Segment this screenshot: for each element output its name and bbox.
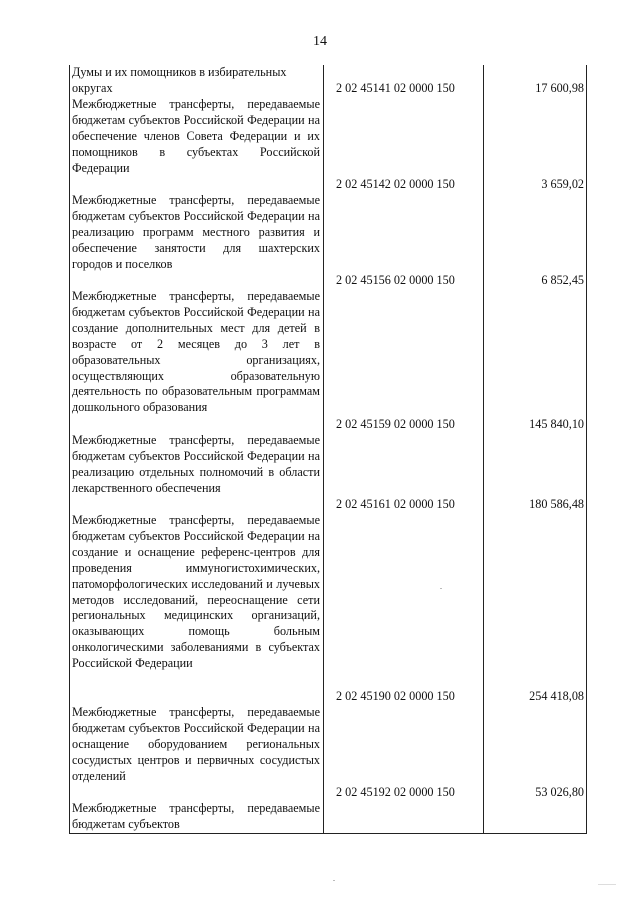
row-amount: 180 586,48 — [529, 497, 584, 511]
row-code: 2 02 45161 02 0000 150 — [336, 497, 455, 511]
budget-table — [69, 65, 587, 834]
row-description: Межбюджетные трансферты, передаваемые бюджетам субъектов Российской Федерации на создание и оснащение референс-центров для проведения иммуногистохимических, патоморфологических исследований и лучевых методов исследований, переоснащение сети региональных медицинских организаций, оказывающих помощь больным онкологическими заболеваниями в субъектах Российской Федерации — [72, 513, 320, 671]
row-description: Межбюджетные трансферты, передаваемые бюджетам субъектов Российской Федерации на реализацию программ местного развития и обеспечение занятости для шахтерских городов и поселков — [72, 193, 320, 271]
row-description: Думы и их помощников в избирательных округах — [72, 65, 287, 95]
row-amount: 3 659,02 — [541, 177, 584, 191]
row-description: Межбюджетные трансферты, передаваемые бюджетам субъектов — [72, 801, 320, 831]
row-amount: 53 026,80 — [535, 785, 584, 799]
row-code: 2 02 45156 02 0000 150 — [336, 273, 455, 287]
row-amount: 145 840,10 — [529, 417, 584, 431]
row-code: 2 02 45142 02 0000 150 — [336, 177, 455, 191]
row-code: 2 02 45159 02 0000 150 — [336, 417, 455, 431]
row-description: Межбюджетные трансферты, передаваемые бюджетам субъектов Российской Федерации на создание дополнительных мест для детей в возрасте от 2 месяцев до 3 лет в образовательных организациях, осуществляющих образовательную деятельность по образовательным программам дошкольного образования — [72, 289, 320, 415]
row-code: 2 02 45192 02 0000 150 — [336, 785, 455, 799]
scan-speck — [333, 880, 335, 881]
scan-speck — [440, 588, 442, 589]
row-description: Межбюджетные трансферты, передаваемые бюджетам субъектов Российской Федерации на оснащение оборудованием региональных сосудистых центров и первичных сосудистых отделений — [72, 705, 320, 783]
row-description: Межбюджетные трансферты, передаваемые бюджетам субъектов Российской Федерации на реализацию отдельных полномочий в области лекарственного обеспечения — [72, 433, 320, 495]
row-amount: 6 852,45 — [541, 273, 584, 287]
scan-speck — [598, 884, 616, 885]
column-divider — [483, 65, 484, 833]
column-divider — [323, 65, 324, 833]
row-code: 2 02 45190 02 0000 150 — [336, 689, 455, 703]
row-description: Межбюджетные трансферты, передаваемые бюджетам субъектов Российской Федерации на обеспечение членов Совета Федерации и их помощников в субъектах Российской Федерации — [72, 97, 320, 175]
row-code: 2 02 45141 02 0000 150 — [336, 81, 455, 95]
row-amount: 254 418,08 — [529, 689, 584, 703]
row-amount: 17 600,98 — [535, 81, 584, 95]
page-number: 14 — [313, 34, 327, 49]
